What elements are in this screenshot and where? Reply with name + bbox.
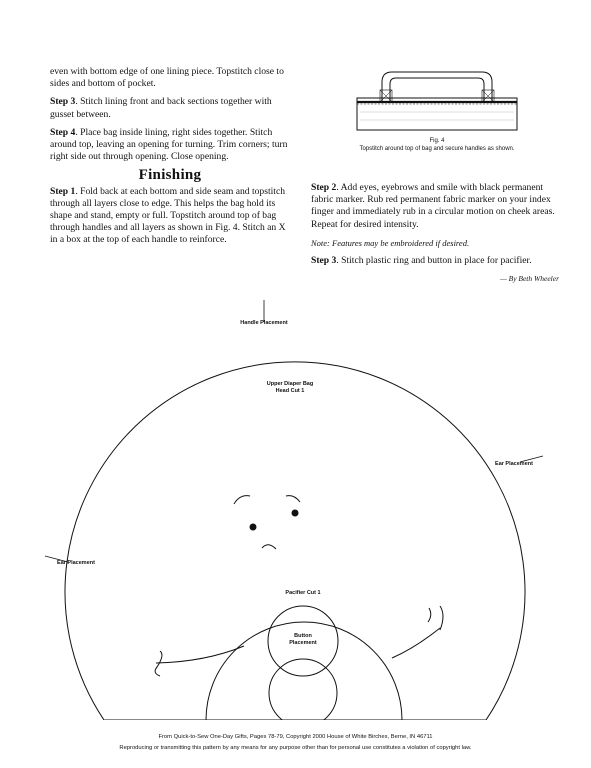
step3-paragraph bbox=[50, 96, 290, 120]
finishing-step1-label: Step 1 bbox=[50, 185, 76, 197]
figure-4-caption bbox=[352, 138, 522, 153]
button-placement-label: Button Placement bbox=[289, 633, 317, 646]
right-step2-text: . Add eyes, eyebrows and smile with black permanent fabric marker. Rub red permanent fabric marker on your index finger and immediately rub in a circular motion on cheek areas. Repeat for desired intensity. bbox=[311, 182, 555, 230]
footer-copyright: Reproducing or transmitting this pattern by any means for any purpose other than for personal use constitutes a violation of copyright law. bbox=[119, 745, 472, 751]
footer-source: From Quick-to-Sew One-Day Gifts, Pages 78-79, Copyright 2000 House of White Birches, Berne, IN 46711 bbox=[158, 734, 433, 740]
step4-label: Step 4 bbox=[50, 126, 76, 138]
right-column bbox=[311, 182, 559, 285]
head-pattern-label: Upper Diaper Bag Head Cut 1 bbox=[266, 381, 314, 394]
byline: — By Beth Wheeler bbox=[500, 274, 559, 284]
note: Note: Features may be embroidered if desired. bbox=[311, 237, 470, 248]
right-step3-label: Step 3 bbox=[311, 255, 337, 267]
page-footer bbox=[0, 732, 591, 754]
left-column bbox=[50, 66, 290, 253]
finishing-heading: Finishing bbox=[138, 167, 202, 184]
finishing-step1-paragraph bbox=[50, 186, 290, 247]
right-step2-paragraph bbox=[311, 182, 559, 231]
figure-4-label: Fig. 4 bbox=[429, 138, 445, 144]
step4-paragraph bbox=[50, 127, 290, 164]
step4-text: . Place bag inside lining, right sides together. Stitch around top, leaving an opening for turning. Trim corners; turn right side out through opening. Close opening. bbox=[50, 126, 288, 163]
right-step3-paragraph bbox=[311, 255, 559, 267]
intro-paragraph: even with bottom edge of one lining piece. Topstitch close to sides and bottom of pocket. bbox=[50, 66, 284, 90]
step3-label: Step 3 bbox=[50, 96, 76, 108]
ear-placement-left-label: Ear Placement bbox=[57, 560, 95, 566]
handle-placement-label: Handle Placement bbox=[240, 320, 288, 326]
right-step3-text: . Stitch plastic ring and button in place for pacifier. bbox=[336, 255, 532, 267]
figure-4-caption-text: Topstitch around top of bag and secure handles as shown. bbox=[359, 145, 515, 152]
pacifier-label: Pacifier Cut 1 bbox=[285, 590, 321, 596]
step3-text: . Stitch lining front and back sections together with gusset between. bbox=[50, 96, 272, 120]
finishing-step1-text: . Fold back at each bottom and side seam and topstitch through all layers close to edge. This helps the bag hold its shape and stand, empty or full. Topstitch around top of bag through handles and all layers as shown in Fig. 4. Stitch an X in a box at the top of each handle to reinforce. bbox=[50, 185, 286, 246]
pattern-drawing bbox=[0, 290, 591, 720]
ear-placement-right-label: Ear Placement bbox=[495, 461, 533, 467]
right-step2-label: Step 2 bbox=[311, 182, 337, 193]
figure-4-illustration bbox=[352, 64, 522, 134]
